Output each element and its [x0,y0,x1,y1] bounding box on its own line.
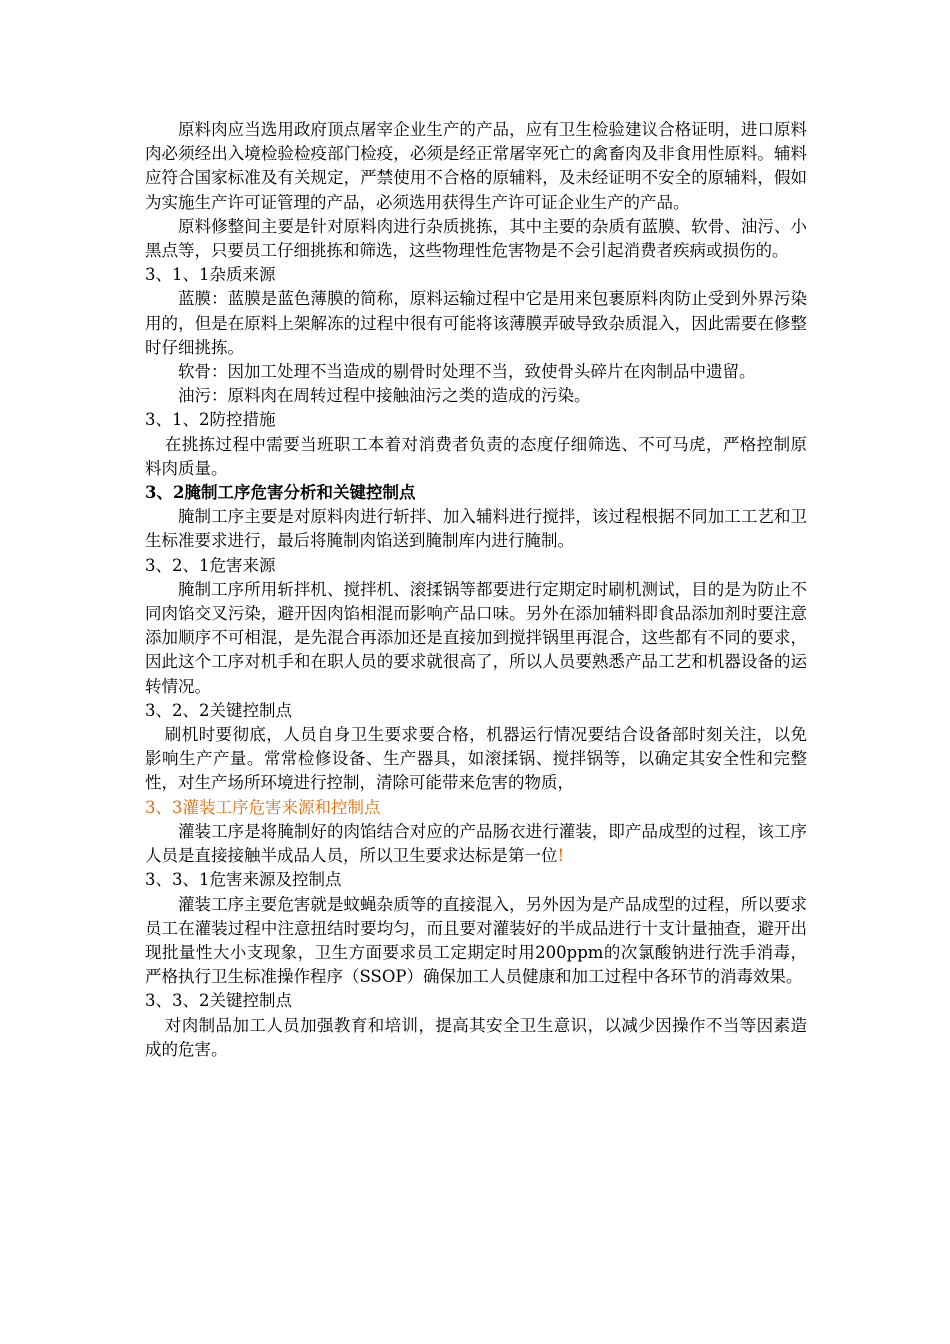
paragraph-filling-hazards: 灌装工序主要危害就是蚊蝇杂质等的直接混入，另外因为是产品成型的过程，所以要求员工在灌装过程中注意扭结时要均匀，而且要对灌装好的半成品进行十支计量抽查，避开出现批量性大小支现象，卫生方面要求员工定期定时用200ppm的次氯酸钠进行洗手消毒，严格执行卫生标准操作程序（SSOP）确保加工人员健康和加工过程中各环节的消毒效果。 [145,894,807,987]
heading-3-2-1: 3、2、1危害来源 [145,555,276,575]
heading-3-2-2: 3、2、2关键控制点 [145,700,292,720]
paragraph-sorting-measures: 在挑拣过程中需要当班职工本着对消费者负责的态度仔细筛选、不可马虎，严格控制原料肉质量。 [145,434,807,478]
paragraph-curing-control: 刷机时要彻底，人员自身卫生要求要合格，机器运行情况要结合设备部时刻关注，以免影响生产产量。常常检修设备、生产器具，如滚揉锅、搅拌锅等，以确定其安全性和完整性，对生产场所环境进行控制，清除可能带来危害的物质， [145,725,807,793]
heading-3-1-2: 3、1、2防控措施 [145,410,276,430]
document-body [145,118,807,1062]
heading-3-2: 3、2腌制工序危害分析和关键控制点 [145,483,416,503]
heading-3-3: 3、3灌装工序危害来源和控制点 [145,797,381,817]
paragraph-curing-process: 腌制工序主要是对原料肉进行斩拌、加入辅料进行搅拌，该过程根据不同加工工艺和卫生标准要求进行，最后将腌制肉馅送到腌制库内进行腌制。 [145,507,807,551]
heading-3-1-1: 3、1、1杂质来源 [145,265,276,285]
paragraph-filling-text: 灌装工序是将腌制好的肉馅结合对应的产品肠衣进行灌装，即产品成型的过程，该工序人员是直接接触半成品人员，所以卫生要求达标是第一位 [145,821,807,866]
paragraph-training: 对肉制品加工人员加强教育和培训，提高其安全卫生意识，以减少因操作不当等因素造成的危害。 [145,1015,807,1059]
paragraph-trimming-room: 原料修整间主要是针对原料肉进行杂质挑拣，其中主要的杂质有蓝膜、软骨、油污、小黑点等，只要员工仔细挑拣和筛选，这些物理性危害物是不会引起消费者疾病或损伤的。 [145,216,807,261]
paragraph-filling-process [145,820,807,868]
heading-3-3-1: 3、3、1危害来源及控制点 [145,870,342,890]
exclamation-mark: ! [557,846,565,866]
paragraph-blue-film: 蓝膜：蓝膜是蓝色薄膜的简称，原料运输过程中它是用来包裹原料肉防止受到外界污染用的，但是在原料上架解冻的过程中很有可能将该薄膜弄破导致杂质混入，因此需要在修整时仔细挑拣。 [145,289,807,357]
paragraph-oil-stain: 油污：原料肉在周转过程中接触油污之类的造成的污染。 [178,386,591,406]
paragraph-curing-hazards: 腌制工序所用斩拌机、搅拌机、滚揉锅等都要进行定期定时刷机测试，目的是为防止不同肉馅交叉污染，避开因肉馅相混而影响产品口味。另外在添加辅料即食品添加剂时要注意添加顺序不可相混，是先混合再添加还是直接加到搅拌锅里再混合，这些都有不同的要求，因此这个工序对机手和在职人员的要求就很高了，所以人员要熟悉产品工艺和机器设备的运转情况。 [145,579,807,696]
paragraph-cartilage: 软骨：因加工处理不当造成的剔骨时处理不当，致使骨头碎片在肉制品中遗留。 [178,362,756,382]
heading-3-3-2: 3、3、2关键控制点 [145,991,292,1011]
paragraph-raw-meat-selection: 原料肉应当选用政府顶点屠宰企业生产的产品，应有卫生检验建议合格证明，进口原料肉必须经出入境检验检疫部门检疫，必须是经正常屠宰死亡的禽畜肉及非食用性原料。辅料应符合国家标准及有关规定，严禁使用不合格的原辅料，及未经证明不安全的原辅料，假如为实施生产许可证管理的产品，必须选用获得生产许可证企业生产的产品。 [145,120,807,212]
